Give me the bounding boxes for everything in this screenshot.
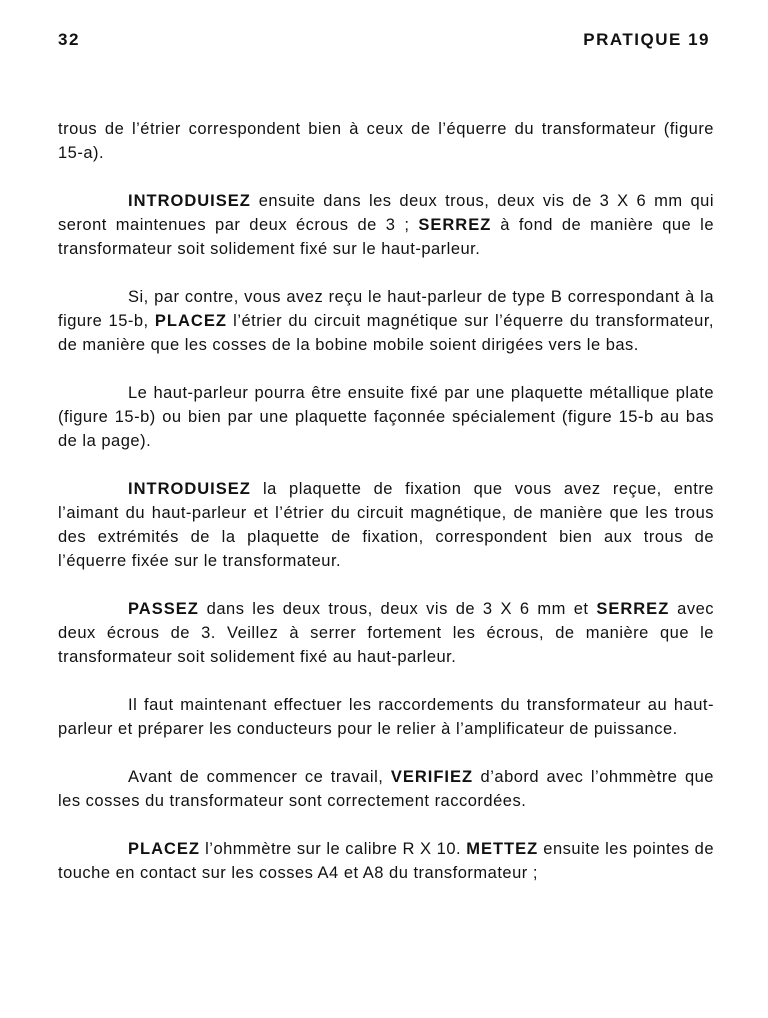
instruction-keyword: VERIFIEZ bbox=[390, 768, 474, 786]
instruction-keyword: PLACEZ bbox=[154, 312, 227, 330]
instruction-keyword: SERREZ bbox=[596, 600, 670, 618]
paragraph-text: la plaquette de fixation que vous avez reçue, entre l’aimant du haut-parleur et l’étrier du circuit magnétique, de manière que les trous des extrémités de la plaquette de fixation, correspondent bien aux trous de l’équerre fixée sur le transformateur. bbox=[58, 480, 714, 570]
paragraph-text: l’ohmmètre sur le calibre R X 10. bbox=[200, 840, 467, 858]
paragraph bbox=[58, 597, 714, 669]
instruction-keyword: METTEZ bbox=[466, 840, 539, 858]
instruction-keyword: INTRODUISEZ bbox=[128, 192, 251, 210]
instruction-keyword: PASSEZ bbox=[128, 600, 199, 618]
paragraph-text: avec deux écrous de 3. Veillez à serrer fortement les écrous, de manière que le transformateur soit solidement fixé au haut-parleur. bbox=[58, 600, 714, 666]
paragraph-text: ensuite les pointes de touche en contact sur les cosses A4 et A8 du transformateur ; bbox=[58, 840, 714, 882]
paragraph bbox=[58, 765, 714, 813]
paragraph bbox=[58, 381, 714, 453]
paragraph-text: Il faut maintenant effectuer les raccordements du transformateur au haut-parleur et préparer les conducteurs pour le relier à l’amplificateur de puissance. bbox=[58, 696, 714, 738]
paragraph-text: Le haut-parleur pourra être ensuite fixé par une plaquette métallique plate (figure 15-b) ou bien par une plaquette façonnée spécialement (figure 15-b au bas de la page). bbox=[58, 384, 714, 450]
paragraph bbox=[58, 285, 714, 357]
paragraph-text: trous de l’étrier correspondent bien à ceux de l’équerre du transformateur (figure 15-a). bbox=[58, 120, 714, 162]
paragraph bbox=[58, 837, 714, 885]
paragraph bbox=[58, 117, 714, 165]
paragraph-text: Si, par contre, vous avez reçu le haut-parleur de type B correspondant à la figure 15-b, bbox=[58, 288, 714, 330]
paragraph-text: ensuite dans les deux trous, deux vis de 3 X 6 mm qui seront maintenues par deux écrous de 3 ; bbox=[58, 192, 714, 234]
paragraph-text: à fond de manière que le transformateur soit solidement fixé sur le haut-parleur. bbox=[58, 216, 714, 258]
instruction-keyword: PLACEZ bbox=[128, 840, 200, 858]
paragraph bbox=[58, 477, 714, 573]
running-title: PRATIQUE 19 bbox=[583, 30, 710, 49]
page-number: 32 bbox=[58, 30, 80, 49]
paragraph-text: l’étrier du circuit magnétique sur l’équerre du transformateur, de manière que les cosses de la bobine mobile soient dirigées vers le bas. bbox=[58, 312, 714, 354]
paragraph-text: dans les deux trous, deux vis de 3 X 6 mm et bbox=[198, 600, 597, 618]
page-header bbox=[58, 30, 710, 54]
paragraph-text: Avant de commencer ce travail, bbox=[128, 768, 391, 786]
instruction-keyword: INTRODUISEZ bbox=[128, 480, 251, 498]
instruction-keyword: SERREZ bbox=[418, 216, 492, 234]
paragraph bbox=[58, 189, 714, 261]
paragraph-text: d’abord avec l’ohmmètre que les cosses du transformateur sont correctement raccordées. bbox=[58, 768, 714, 810]
body-text bbox=[58, 117, 714, 909]
paragraph bbox=[58, 693, 714, 741]
